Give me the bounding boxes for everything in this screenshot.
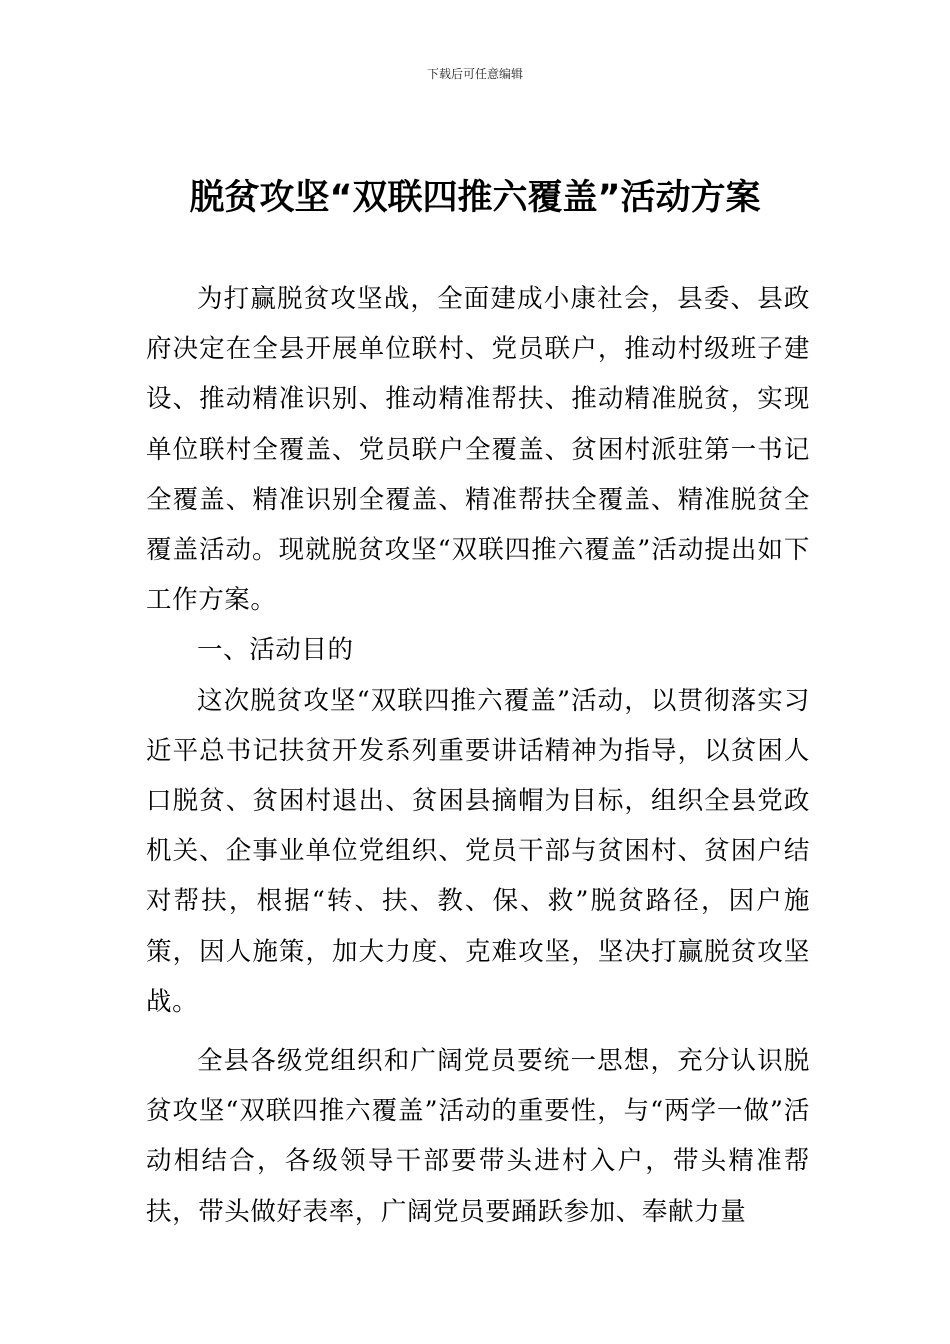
document-title: 脱贫攻坚“双联四推六覆盖”活动方案: [189, 178, 761, 218]
section-heading-purpose: 一、活动目的: [197, 635, 354, 666]
paragraph-intro: 为打赢脱贫攻坚战，全面建成小康社会，县委、县政府决定在全县开展单位联村、党员联户，推动村级班子建设、推动精准识别、推动精准帮扶、推动精准脱贫，实现单位联村全覆盖、党员联户全覆盖、贫困村派驻第一书记全覆盖、精准识别全覆盖、精准帮扶全覆盖、精准脱贫全覆盖活动。现就脱贫攻坚“双联四推六覆盖”活动提出如下工作方案。: [146, 284, 810, 616]
paragraph-requirements: 全县各级党组织和广阔党员要统一思想，充分认识脱贫攻坚“双联四推六覆盖”活动的重要性，与“两学一做”活动相结合，各级领导干部要带头进村入户，带头精准帮扶，带头做好表率，广阔党员要踊跃参加、奉献力量: [146, 1046, 810, 1227]
header-note: 下载后可任意编辑: [426, 67, 523, 81]
document-body: [146, 274, 810, 1237]
paragraph-purpose: 这次脱贫攻坚“双联四推六覆盖”活动，以贯彻落实习近平总书记扶贫开发系列重要讲话精神为指导，以贫困人口脱贫、贫困村退出、贫困县摘帽为目标，组织全县党政机关、企事业单位党组织、党员干部与贫困村、贫困户结对帮扶，根据“转、扶、教、保、救”脱贫路径，因户施策，因人施策，加大力度、克难攻坚，坚决打赢脱贫攻坚战。: [146, 685, 810, 1017]
